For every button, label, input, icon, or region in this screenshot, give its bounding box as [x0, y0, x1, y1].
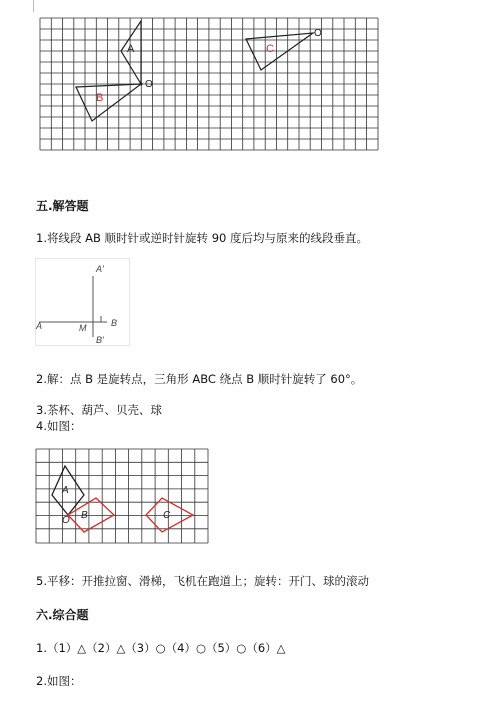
q4-grid-lines: [36, 449, 208, 543]
shape-c: [246, 33, 313, 70]
section-six-heading: 六.综合题: [36, 608, 89, 622]
answer-2: 2.解：点 B 是旋转点，三角形 ABC 绕点 B 顺时针旋转了 60°。: [36, 372, 363, 386]
segment-rotation-figure: [35, 258, 130, 346]
q4-label-c: C: [163, 510, 171, 521]
point-o-label-c: O: [314, 28, 322, 39]
answer-4: 4.如图：: [36, 419, 82, 433]
q4-shape-b: [68, 498, 114, 532]
label-a-prime: A′: [96, 264, 104, 274]
rotation-point-o: [140, 83, 143, 86]
page-margin-mark: [33, 0, 34, 12]
section-five-heading: 五.解答题: [36, 199, 89, 213]
q4-label-b: B: [81, 510, 88, 521]
q4-grid-figure: [34, 447, 210, 547]
answer-1: 1.将线段 AB 顺时针或逆时针旋转 90 度后均与原来的线段垂直。: [36, 231, 368, 245]
section-six-answer-2: 2.如图：: [36, 674, 82, 688]
label-b-prime: B′: [96, 335, 104, 345]
answer-3: 3.茶杯、葫芦、贝壳、球: [36, 403, 162, 417]
point-o-label: O: [145, 79, 153, 90]
label-a: A: [36, 321, 43, 331]
shape-c-label: C: [266, 43, 274, 55]
section-six-answer-1: 1.（1）△（2）△（3）○（4）○（5）○（6）△: [36, 641, 286, 655]
shape-b: [76, 84, 141, 121]
label-b: B: [111, 318, 118, 328]
shape-b-label: B: [96, 92, 104, 104]
q4-label-o: O: [62, 515, 70, 526]
q4-label-a: A: [62, 485, 69, 496]
answer-5: 5.平移：开推拉窗、滑梯，飞机在跑道上；旋转：开门、球的滚动: [36, 574, 369, 588]
shape-a-label: A: [127, 43, 135, 55]
label-m: M: [79, 323, 87, 333]
rotation-grid-figure: [34, 12, 384, 162]
grid-lines: [40, 18, 378, 150]
